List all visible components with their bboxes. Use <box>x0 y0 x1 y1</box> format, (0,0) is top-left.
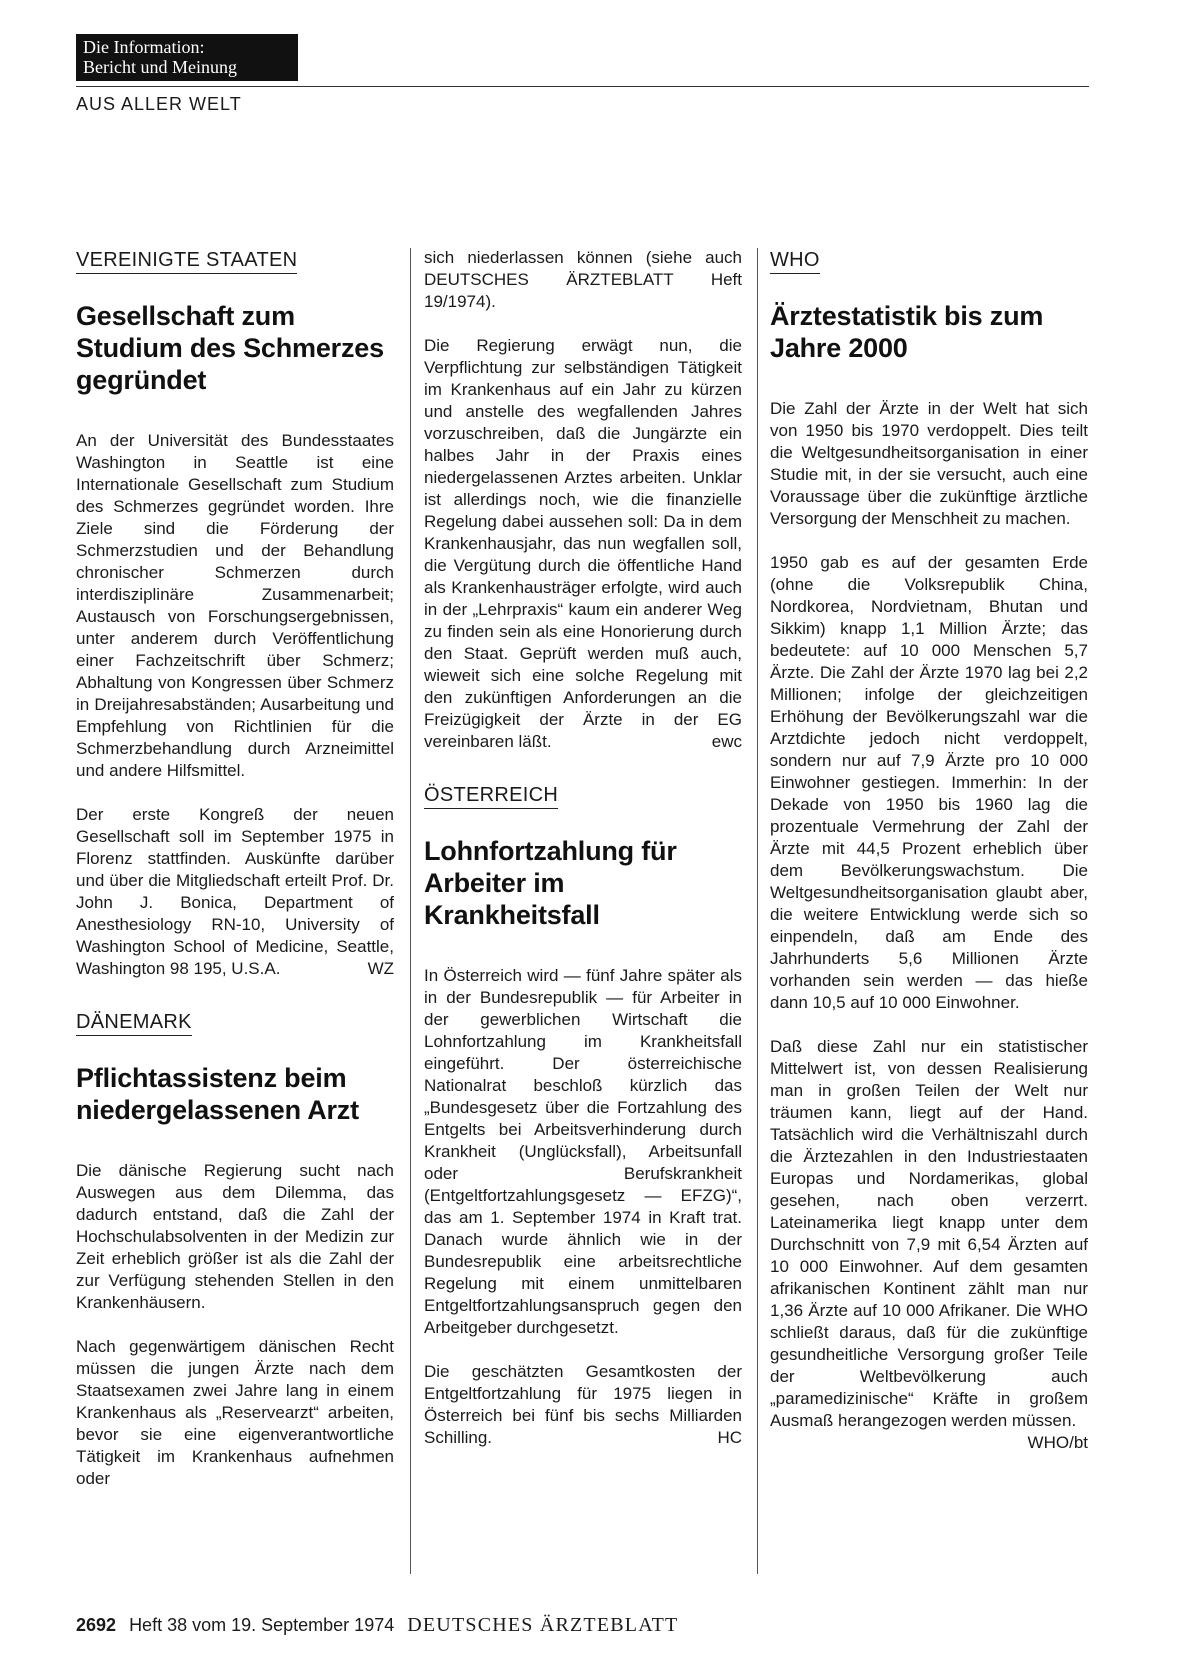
article-paragraph: Die Zahl der Ärzte in der Welt hat sich von 1950 bis 1970 verdoppelt. Dies teilt die Weltgesundheitsorganisation in einer Studie mit, in der sie versucht, auch eine Voraussage über die zukünftige ärztliche Versorgung der Menschheit zu machen. <box>770 399 1088 528</box>
column-2 <box>424 247 742 1471</box>
article-paragraph: Daß diese Zahl nur ein statistischer Mittelwert ist, von dessen Realisierung man in großen Teilen der Welt nur träumen kann, liegt auf der Hand. Tatsächlich wird die Verhältniszahl durch die Ärztezahlen in den Industriestaaten Europas und Nordamerikas, global gesehen, nach oben verzerrt. Lateinamerika liegt knapp unter dem Durchschnitt von 7,9 mit 6,54 Ärzten auf 10 000 Einwohner. Auf dem gesamten afrikanischen Kontinent zählt man nur 1,36 Ärzte auf 10 000 Afrikaner. Die WHO schließt daraus, daß für die zukünftige gesundheitliche Versorgung großer Teile der Weltbevölkerung auch „paramedizinische“ Kräfte in großem Ausmaß herangezogen werden müssen. <box>770 1037 1088 1430</box>
article-paragraph-with-author <box>770 1036 1088 1454</box>
rubric-box <box>76 34 298 81</box>
column-3 <box>770 248 1088 1476</box>
article-paragraph: 1950 gab es auf der gesamten Erde (ohne die Volksrepublik China, Nordkorea, Nordvietnam, Bhutan und Sikkim) knapp 1,1 Million Ärzte; das bedeutete: auf 10 000 Menschen 5,7 Ärzte. Die Zahl der Ärzte 1970 lag bei 2,2 Millionen; infolge der gleichzeitigen Erhöhung der Bevölkerungszahl war die Arztdichte jedoch nicht verdoppelt, sondern nur auf 7,9 Ärzte pro 10 000 Einwohner gestiegen. Immerhin: In der Dekade von 1950 bis 1960 lag die prozentuale Vermehrung der Zahl der Ärzte mit 44,5 Prozent erheblich über dem Bevölkerungswachstum. Die Weltgesundheitsorganisation glaubt aber, die weitere Entwicklung werde sich so einpendeln, daß am Ende des Jahrhunderts 5,6 Millionen Ärzte vorhanden sein werden — das hieße dann 10,5 auf 10 000 Einwohner. <box>770 553 1088 1012</box>
article-kicker: WHO <box>770 248 820 274</box>
article-kicker: VEREINIGTE STAATEN <box>76 248 297 274</box>
article-kicker: ÖSTERREICH <box>424 783 558 809</box>
article-paragraph: Die Regierung erwägt nun, die Verpflichtung zur selbständigen Tätigkeit im Krankenhaus auf ein Jahr zu kürzen und anstelle des wegfallenden Jahres vorzuschreiben, daß die Jungärzte ein halbes Jahr in der Praxis eines niedergelassenen Arztes arbeiten. Unklar ist allerdings noch, wie die finanzielle Regelung dabei aussehen soll: Da in dem Krankenhausjahr, das nun wegfallen soll, die Vergütung durch die öffentliche Hand als Krankenhausträger erfolgte, wird auch in der „Lehrpraxis“ kaum ein anderer Weg zu finden sein als eine Honorierung durch den Staat. Geprüft werden muß auch, wieweit sich eine solche Regelung mit den zukünftigen Anforderungen an die Freizügigkeit der Ärzte in der EG vereinbaren läßt. <box>424 336 742 751</box>
author-initials: ewc <box>711 732 742 751</box>
article-paragraph: sich niederlassen können (siehe auch DEUTSCHES ÄRZTEBLATT Heft 19/1974). <box>424 248 742 311</box>
column-divider-2 <box>757 248 758 1574</box>
article-headline: Lohnfortzahlung für Arbeiter im Krankheitsfall <box>424 836 677 930</box>
author-initials: WZ <box>367 959 394 978</box>
article-paragraph-with-author <box>424 1361 742 1449</box>
article-austria <box>424 783 742 1449</box>
header-rule <box>76 86 1089 87</box>
article-usa <box>76 248 394 980</box>
page-number: 2692 <box>76 1615 117 1635</box>
article-paragraph: Die geschätzten Gesamtkosten der Entgeltfortzahlung für 1975 liegen in Österreich bei fünf bis sechs Milliarden Schilling. <box>424 1362 742 1447</box>
rubric-line-2: Bericht und Meinung <box>83 57 237 77</box>
article-paragraph: In Österreich wird — fünf Jahre später als in der Bundesrepublik — für Arbeiter in der gewerblichen Wirtschaft die Lohnfortzahlung im Krankheitsfall eingeführt. Der österreichische Nationalrat beschloß kürzlich das „Bundesgesetz über die Fortzahlung des Entgelts bei Arbeitsverhinderung durch Krankheit (Unglücksfall), Arbeitsunfall oder Berufskrankheit (Entgeltfortzahlungsgesetz — EFZG)“, das am 1. September 1974 in Kraft trat. Danach wurde ähnlich wie in der Bundesrepublik eine arbeitsrechtliche Regelung mit einem unmittelbaren Entgeltfortzahlungsanspruch gegen den Arbeitgeber durchgesetzt. <box>424 966 742 1337</box>
article-paragraph-with-author <box>424 335 742 753</box>
page-footer <box>76 1614 678 1637</box>
column-divider-1 <box>410 248 411 1574</box>
article-paragraph: Nach gegenwärtigem dänischen Recht müssen die jungen Ärzte nach dem Staatsexamen zwei Jahre lang in einem Krankenhaus als „Reservearzt“ arbeiten, bevor sie eine eigenverantwortliche Tätigkeit im Krankenhaus aufnehmen oder <box>76 1337 394 1488</box>
article-denmark <box>76 1010 394 1490</box>
rubric-line-1: Die Information: <box>83 37 205 57</box>
issue-info: Heft 38 vom 19. September 1974 <box>129 1615 395 1635</box>
journal-name: DEUTSCHES ÄRZTEBLATT <box>407 1614 679 1636</box>
article-who <box>770 248 1088 1454</box>
article-kicker: DÄNEMARK <box>76 1010 192 1036</box>
section-label: AUS ALLER WELT <box>76 94 242 114</box>
article-headline: Ärztestatistik bis zum Jahre 2000 <box>770 301 1044 363</box>
column-1 <box>76 248 394 1512</box>
article-paragraph: Die dänische Regierung sucht nach Auswegen aus dem Dilemma, das dadurch entstand, daß die Zahl der Hochschulabsolventen in der Medizin zur Zeit erheblich größer ist als die Zahl der zur Verfügung stehenden Stellen in den Krankenhäusern. <box>76 1161 394 1312</box>
article-paragraph: An der Universität des Bundesstaates Washington in Seattle ist eine Internationale Gesellschaft zum Studium des Schmerzes gegründet worden. Ihre Ziele sind die Förderung der Schmerzstudien und der Behandlung chronischer Schmerzen durch interdisziplinäre Zusammenarbeit; Austausch von Forschungsergebnissen, unter anderem durch Veröffentlichung einer Fachzeitschrift über Schmerz; Abhaltung von Kongressen über Schmerz in Dreijahresabständen; Ausarbeitung und Empfehlung von Richtlinien für die Schmerzbehandlung durch Arzneimittel und andere Hilfsmittel. <box>76 431 394 780</box>
author-initials: HC <box>717 1428 742 1447</box>
article-paragraph-with-author <box>76 804 394 980</box>
article-headline: Pflichtassistenz beim niedergelassenen Arzt <box>76 1063 359 1125</box>
article-headline: Gesellschaft zum Studium des Schmerzes gegründet <box>76 301 384 395</box>
article-paragraph: Der erste Kongreß der neuen Gesellschaft soll im September 1975 in Florenz stattfinden. Auskünfte darüber und über die Mitgliedschaft erteilt Prof. Dr. John J. Bonica, Department of Anesthesiology RN-10, University of Washington School of Medicine, Seattle, Washington 98 195, U.S.A. <box>76 805 394 978</box>
author-initials: WHO/bt <box>1027 1433 1088 1452</box>
